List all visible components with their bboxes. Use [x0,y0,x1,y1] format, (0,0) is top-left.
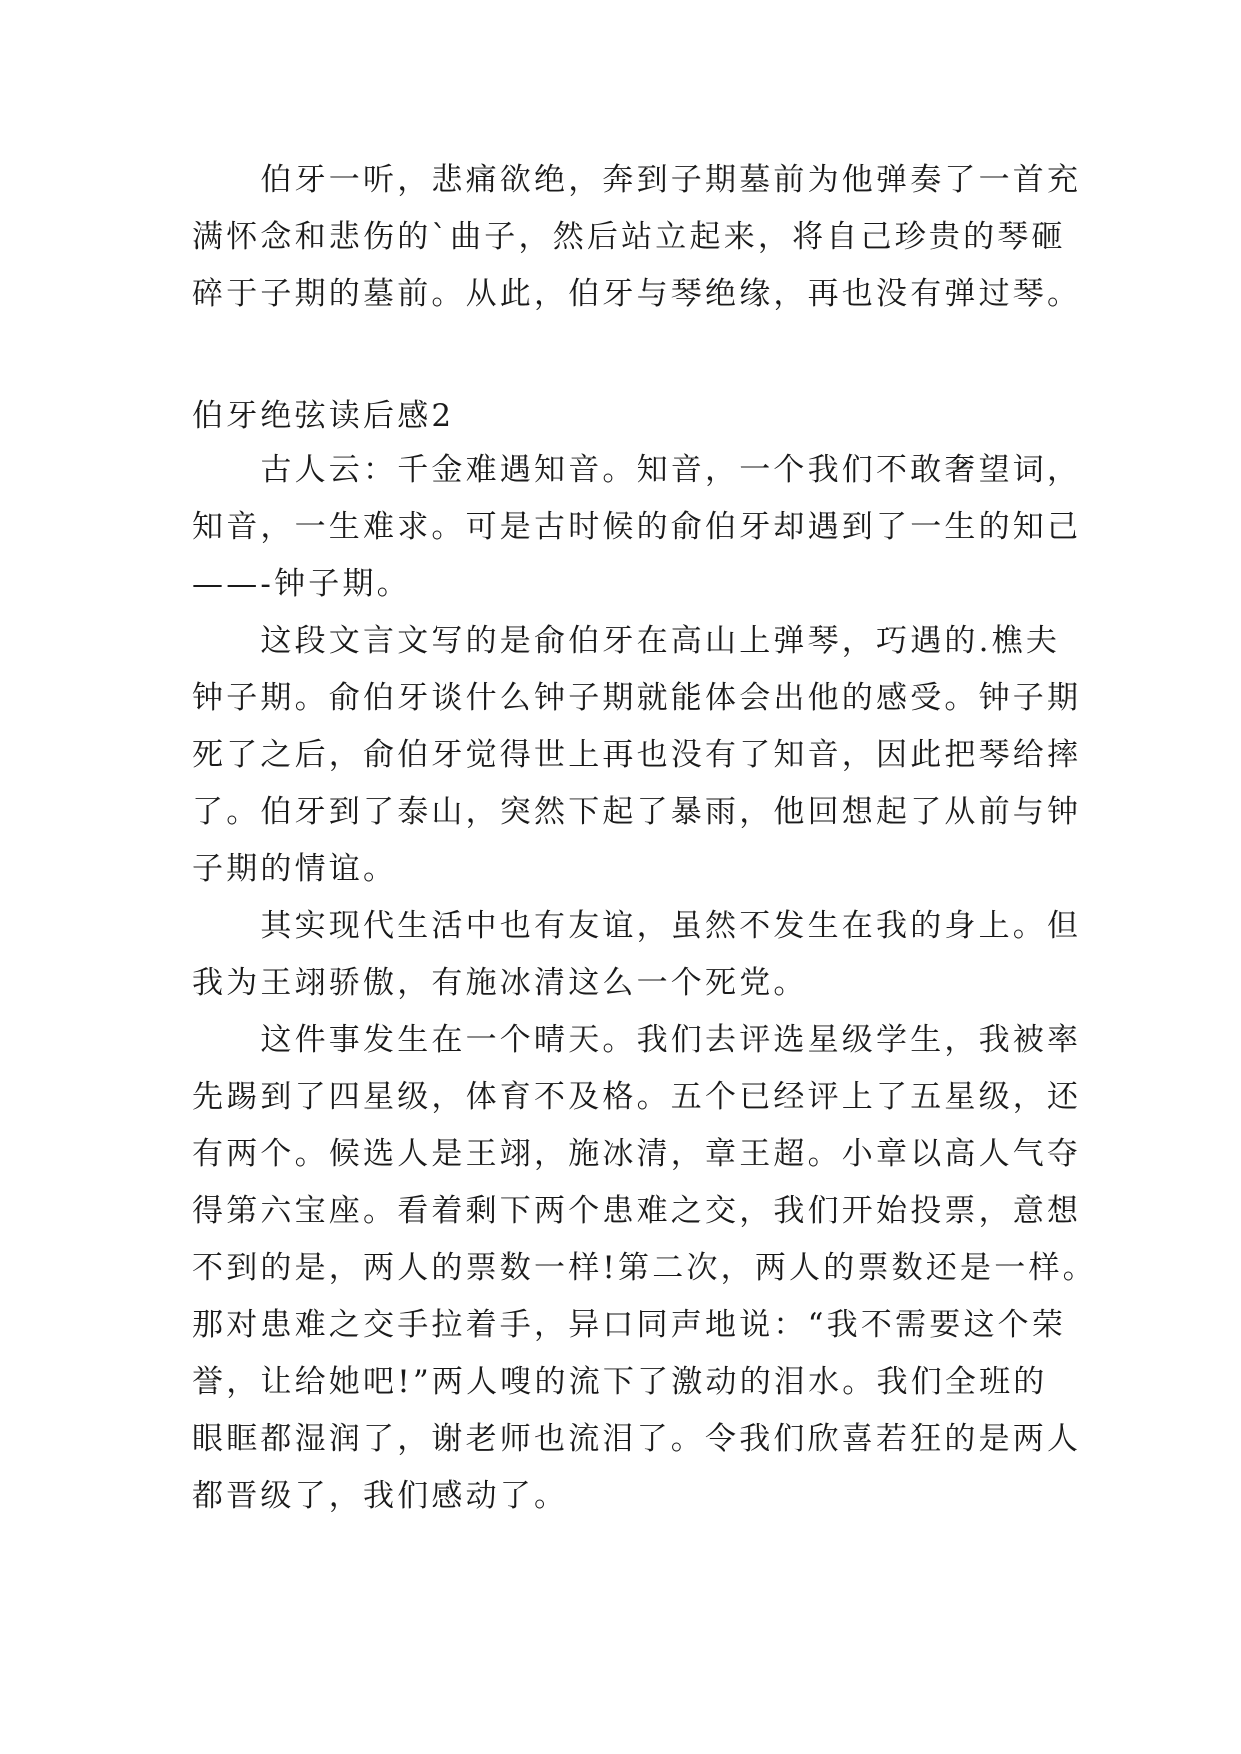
paragraph-line: 知音，一生难求。可是古时候的俞伯牙却遇到了一生的知己 [192,509,1082,545]
paragraph-line: 伯牙一听，悲痛欲绝，奔到子期墓前为他弹奏了一首充 [192,162,1082,198]
paragraph-line: 子期的情谊。 [192,851,398,887]
paragraph-line: 眼眶都湿润了，谢老师也流泪了。令我们欣喜若狂的是两人 [192,1421,1082,1457]
paragraph-line: 有两个。候选人是王翊，施冰清，章王超。小章以高人气夺 [192,1136,1082,1172]
paragraph-line: 得第六宝座。看着剩下两个患难之交，我们开始投票，意想 [192,1193,1082,1229]
paragraph-line: 钟子期。俞伯牙谈什么钟子期就能体会出他的感受。钟子期 [192,680,1082,716]
paragraph-line: 不到的是，两人的票数一样!第二次，两人的票数还是一样。 [192,1250,1097,1286]
paragraph-line: 古人云：千金难遇知音。知音，一个我们不敢奢望词， [192,452,1082,488]
section-heading: 伯牙绝弦读后感2 [192,398,455,434]
paragraph-line: 碎于子期的墓前。从此，伯牙与琴绝缘，再也没有弹过琴。 [192,276,1082,312]
paragraph-line: ——-钟子期。 [192,566,411,602]
paragraph-line: 了。伯牙到了泰山，突然下起了暴雨，他回想起了从前与钟 [192,794,1082,830]
paragraph-line: 这件事发生在一个晴天。我们去评选星级学生，我被率 [192,1022,1082,1058]
paragraph-line: 满怀念和悲伤的`曲子，然后站立起来，将自己珍贵的琴砸 [192,219,1066,255]
paragraph-line: 其实现代生活中也有友谊，虽然不发生在我的身上。但 [192,908,1082,944]
paragraph-line: 都晋级了，我们感动了。 [192,1478,569,1514]
paragraph-line: 死了之后，俞伯牙觉得世上再也没有了知音，因此把琴给摔 [192,737,1082,773]
paragraph-line: 先踢到了四星级，体育不及格。五个已经评上了五星级，还 [192,1079,1082,1115]
paragraph-line: 誉，让给她吧!”两人嗖的流下了激动的泪水。我们全班的 [192,1364,1048,1400]
paragraph-line: 这段文言文写的是俞伯牙在高山上弹琴，巧遇的.樵夫 [192,623,1061,659]
paragraph-line: 那对患难之交手拉着手，异口同声地说：“我不需要这个荣 [192,1307,1067,1343]
paragraph-line: 我为王翊骄傲，有施冰清这么一个死党。 [192,965,808,1001]
